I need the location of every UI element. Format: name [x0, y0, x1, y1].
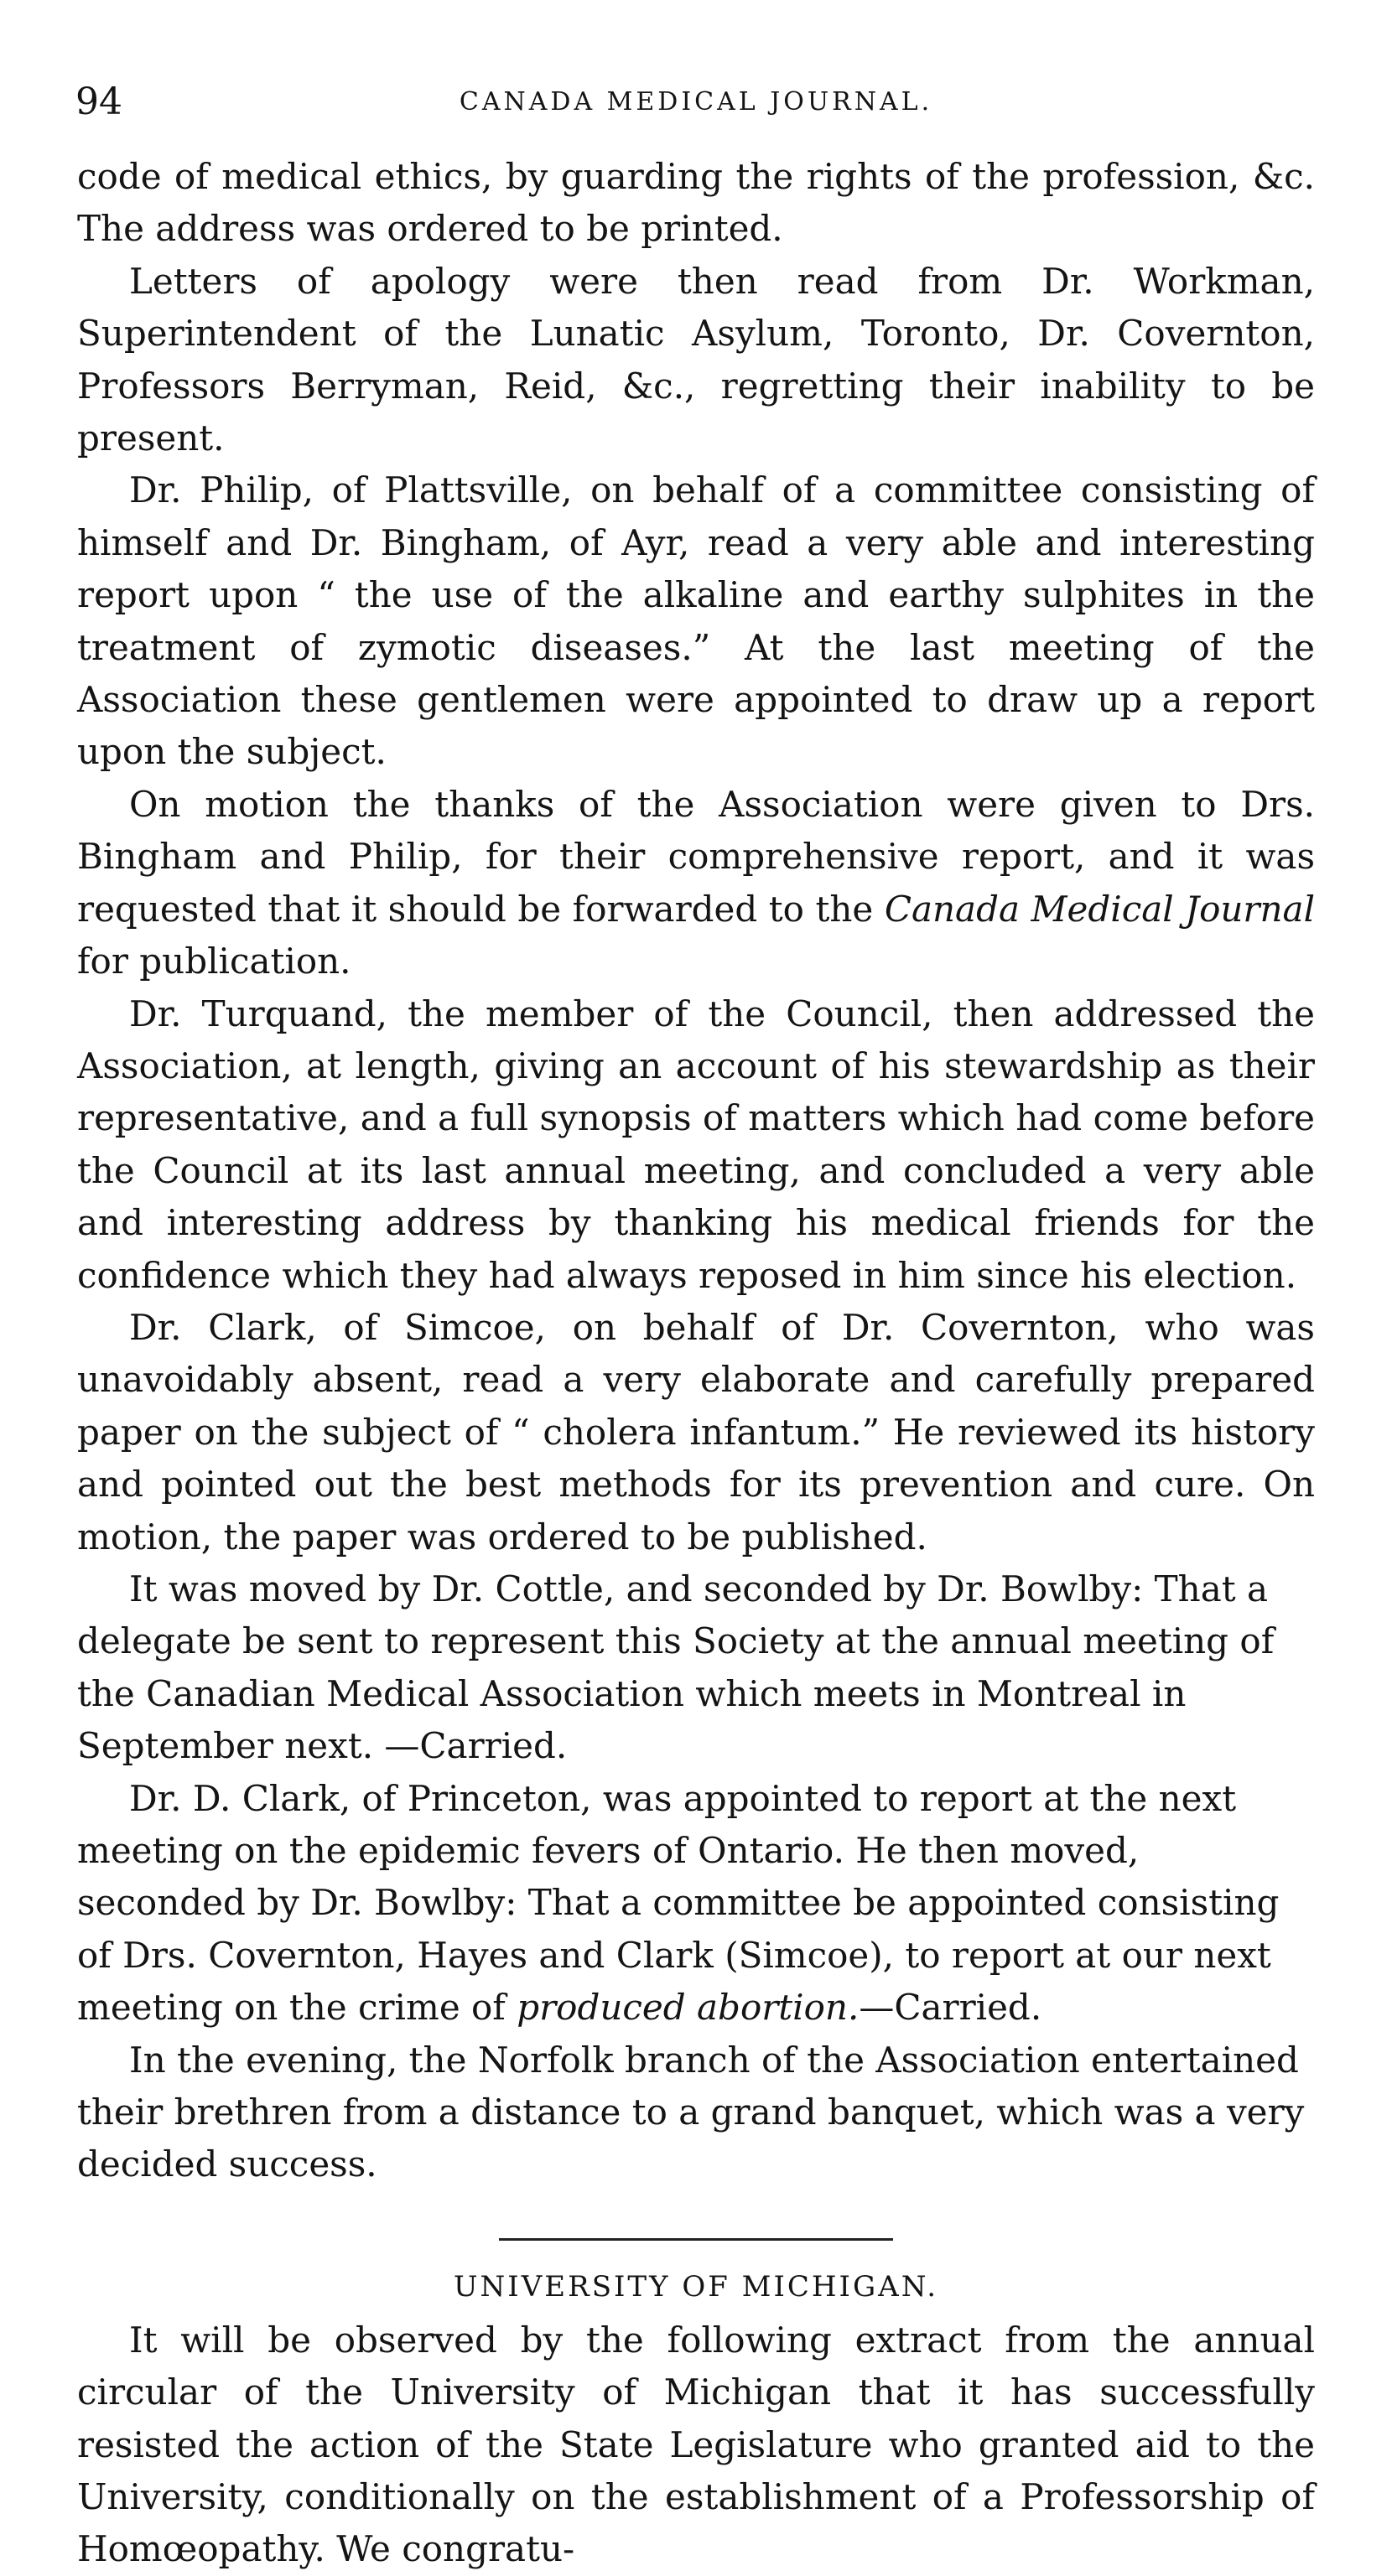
section-heading: UNIVERSITY OF MICHIGAN. — [453, 2269, 939, 2304]
paragraph-text: Dr. D. Clark, of Princeton, was appointed to report at the next meeting on the epidemic fevers of Ontario. He then moved, seconded by Dr. Bowlby: That a committee be appointed consisting of Drs. Covernton, Hayes and Clark (Simcoe), to report at our next meeting on the crime of — [77, 1777, 1280, 2029]
paragraph-text: On motion the thanks of the Association were given to Drs. Bingham and Philip, for their comprehensive report, and it was requested that it should be forwarded to the — [77, 783, 1315, 930]
paragraph-letters-of-apology: Letters of apology were then read from Dr. Workman, Superintendent of the Lunatic Asylum, Toronto, Dr. Covernton, Professors Berryman, Reid, &c., regretting their inability to be present. — [77, 260, 1315, 459]
page-number: 94 — [75, 80, 122, 123]
italic-phrase: produced abortion. — [517, 1987, 860, 2029]
running-head: CANADA MEDICAL JOURNAL. — [459, 87, 933, 117]
paragraph-ethics-address: code of medical ethics, by guarding the rights of the profession, &c. The address was ordered to be printed. — [77, 156, 1315, 250]
paragraph-sulphites-report: Dr. Philip, of Plattsville, on behalf of a committee consisting of himself and Dr. Bingham, of Ayr, read a very able and interesting report upon “ the use of the alkaline and earthy sulphites in the treatment of zymotic diseases.” At the last meeting of the Association these gentlemen were appointed to draw up a report upon the subject. — [77, 469, 1315, 773]
paragraph-text: for publication. — [77, 941, 351, 982]
journal-title-italic: Canada Medical Journal — [884, 888, 1315, 930]
paragraph-cholera-infantum: Dr. Clark, of Simcoe, on behalf of Dr. Covernton, who was unavoidably absent, read a very elaborate and carefully prepared paper on the subject of “ cholera infantum.” He reviewed its history and pointed out the best methods for its prevention and cure. On motion, the paper was ordered to be published. — [77, 1306, 1315, 1558]
paragraph-epidemic-fevers — [77, 1773, 1315, 2034]
paragraph-delegate-motion: It was moved by Dr. Cottle, and seconded by Dr. Bowlby: That a delegate be sent to represent this Society at the annual meeting of the Canadian Medical Association which meets in Montreal in September next. —Carried. — [77, 1568, 1275, 1767]
page-header — [75, 77, 1317, 127]
paragraph-turquand-address: Dr. Turquand, the member of the Council, then addressed the Association, at length, giving an account of his stewardship as their representative, and a full synopsis of matters which had come before the Council at its last annual meeting, and concluded a very able and interesting address by thanking his medical friends for the confidence which they had always reposed in him since his election. — [77, 993, 1315, 1296]
article-body — [77, 151, 1315, 2576]
paragraph-banquet: In the evening, the Norfolk branch of the Association entertained their brethren from a distance to a grand banquet, which was a very decided success. — [77, 2039, 1305, 2185]
section-divider — [499, 2238, 893, 2241]
paragraph-thanks-motion — [77, 779, 1315, 988]
paragraph-michigan-extract: It will be observed by the following extract from the annual circular of the University of Michigan that it has successfully resisted the action of the State Legislature who granted aid to the University, conditionally on the establishment of a Professorship of Homœopathy. We congratu- — [77, 2319, 1315, 2570]
paragraph-text: —Carried. — [859, 1987, 1042, 2029]
